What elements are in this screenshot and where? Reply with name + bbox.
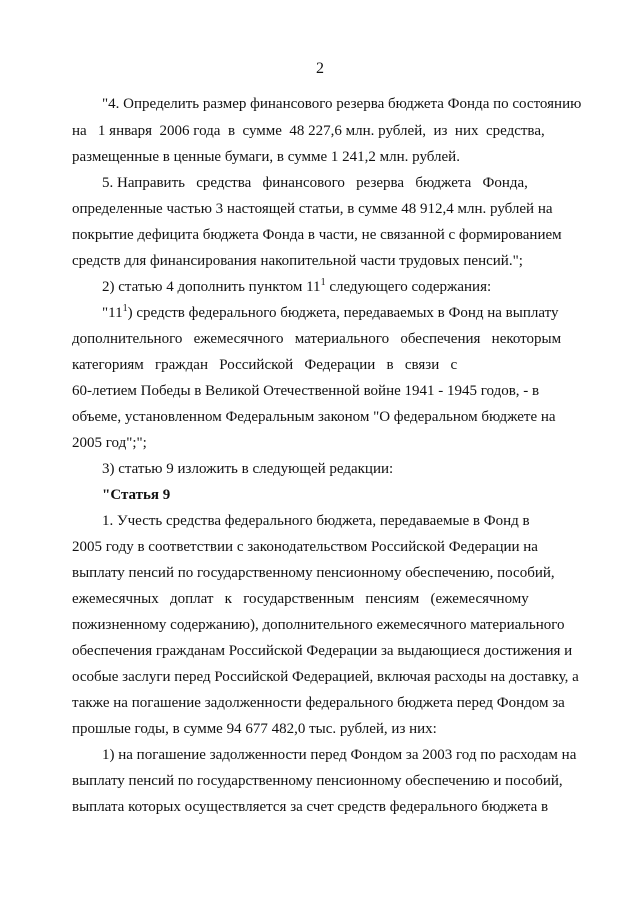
- text-line-26: выплату пенсий по государственному пенсионному обеспечению и пособий,: [72, 773, 563, 789]
- text-line-17: 2005 году в соответствии с законодательством Российской Федерации на: [72, 539, 538, 555]
- text-line-18: выплату пенсий по государственному пенсионному обеспечению, пособий,: [72, 565, 555, 581]
- page-number: 2: [316, 60, 324, 77]
- text-line-19: ежемесячных доплат к государственным пенсиям (ежемесячному: [72, 591, 529, 607]
- text-line-3: размещенные в ценные бумаги, в сумме 1 241,2 млн. рублей.: [72, 149, 460, 165]
- text-line-4: 5. Направить средства финансового резерва бюджета Фонда,: [102, 175, 528, 191]
- text-line-16: 1. Учесть средства федерального бюджета, передаваемые в Фонд в: [102, 513, 530, 529]
- text-line-8-end: следующего содержания:: [329, 279, 492, 295]
- text-line-25: 1) на погашение задолженности перед Фондом за 2003 год по расходам на: [102, 747, 577, 763]
- text-line-9: [72, 301, 584, 325]
- text-line-21: обеспечения гражданам Российской Федерации за выдающиеся достижения и: [72, 643, 573, 659]
- superscript-1: 1: [320, 277, 326, 288]
- text-line-15: 3) статью 9 изложить в следующей редакции:: [102, 461, 394, 477]
- text-line-23: также на погашение задолженности федерального бюджета перед Фондом за: [72, 695, 565, 711]
- text-line-7: средств для финансирования накопительной части трудовых пенсий.";: [72, 253, 523, 269]
- text-line-5: определенные частью 3 настоящей статьи, в сумме 48 912,4 млн. рублей на: [72, 201, 553, 217]
- text-line-27: выплата которых осуществляется за счет средств федерального бюджета в: [72, 799, 549, 815]
- text-line-10: дополнительного ежемесячного материального обеспечения некоторым: [72, 331, 562, 347]
- text-line-1: "4. Определить размер финансового резерва бюджета Фонда по состоянию: [102, 96, 582, 112]
- text-line-11: категориям граждан Российской Федерации в связи с: [72, 357, 458, 373]
- text-line-22: особые заслуги перед Российской Федерацией, включая расходы на доставку, а: [72, 669, 579, 685]
- text-line-14: 2005 год";";: [72, 435, 147, 451]
- text-line-12: 60-летием Победы в Великой Отечественной войне 1941 - 1945 годов, - в: [72, 383, 540, 399]
- article-heading: "Статья 9: [102, 487, 171, 503]
- text-line-8: [72, 275, 584, 299]
- text-line-9-end: ) средств федерального бюджета, передаваемых в Фонд на выплату: [127, 305, 559, 321]
- text-line-2: на 1 января 2006 года в сумме 48 227,6 млн. рублей, из них средства,: [72, 123, 545, 139]
- text-line-8-start: 2) статью 4 дополнить пунктом 11: [102, 279, 321, 295]
- text-line-6: покрытие дефицита бюджета Фонда в части, не связанной с формированием: [72, 227, 562, 243]
- text-line-9-start: "11: [102, 305, 123, 321]
- text-line-20: пожизненному содержанию), дополнительного ежемесячного материального: [72, 617, 565, 633]
- superscript-2: 1: [122, 303, 128, 314]
- text-line-24: прошлые годы, в сумме 94 677 482,0 тыс. рублей, из них:: [72, 721, 437, 737]
- text-line-13: объеме, установленном Федеральным законом "О федеральном бюджете на: [72, 409, 556, 425]
